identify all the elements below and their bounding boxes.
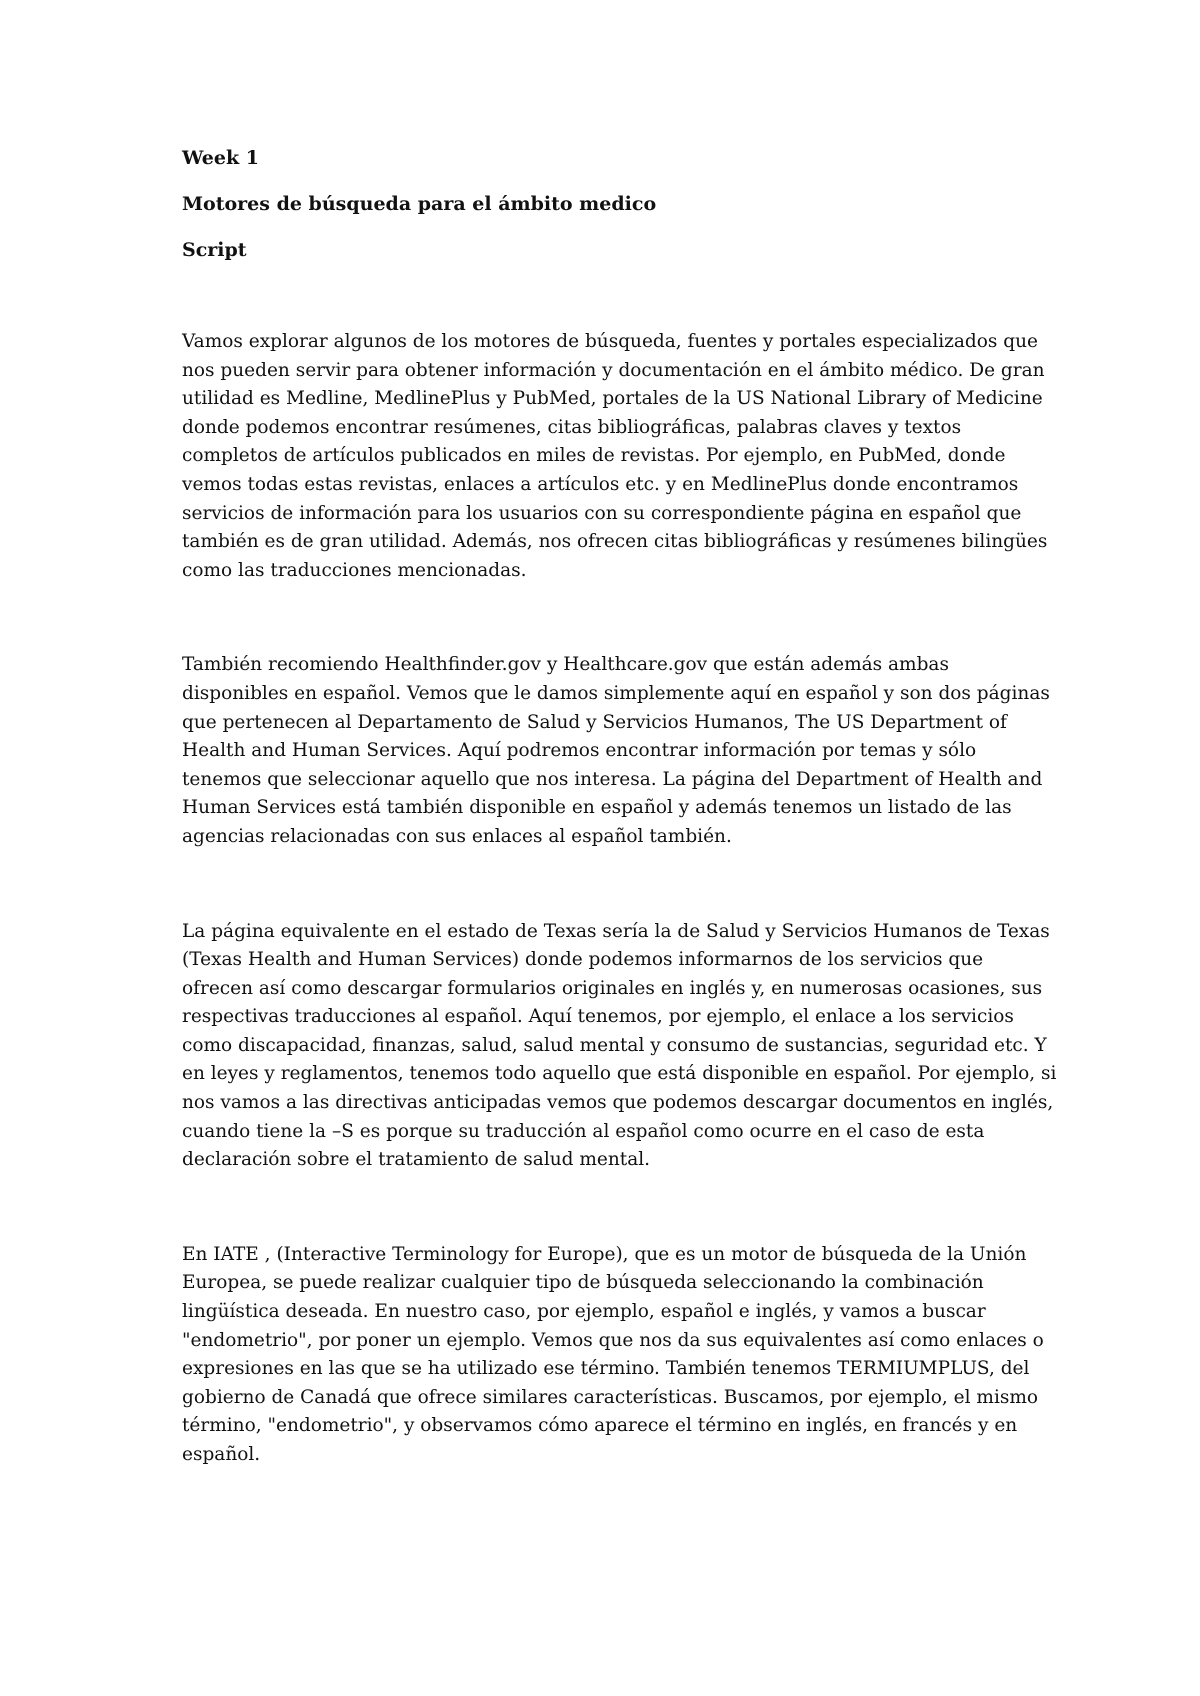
week-heading: Week 1 (182, 147, 259, 169)
paragraph-healthfinder: También recomiendo Healthfinder.gov y Healthcare.gov que están además ambas disponibles en español. Vemos que le damos simplemente aquí en español y son dos páginas que pertenecen al Departamento de Salud y Servicios Humanos, The US Department of Health and Human Services. Aquí podremos encontrar información por temas y sólo tenemos que seleccionar aquello que nos interesa. La página del Department of Health and Human Services está también disponible en español y además tenemos un listado de las agencias relacionadas con sus enlaces al español también. (182, 654, 1050, 847)
document-title: Motores de búsqueda para el ámbito medico (182, 193, 657, 215)
script-heading: Script (182, 239, 247, 261)
document-page (182, 146, 1062, 1536)
paragraph-texas-hhs: La página equivalente en el estado de Texas sería la de Salud y Servicios Humanos de Texas (Texas Health and Human Services) donde podemos informarnos de los servicios que ofrecen así como descargar formularios originales en inglés y, en numerosas ocasiones, sus respectivas traducciones al español. Aquí tenemos, por ejemplo, el enlace a los servicios como discapacidad, finanzas, salud, salud mental y consumo de sustancias, seguridad etc. Y en leyes y reglamentos, tenemos todo aquello que está disponible en español. Por ejemplo, si nos vamos a las directivas anticipadas vemos que podemos descargar documentos en inglés, cuando tiene la –S es porque su traducción al español como ocurre en el caso de esta declaración sobre el tratamiento de salud mental. (182, 920, 1057, 1171)
paragraph-medline: Vamos explorar algunos de los motores de búsqueda, fuentes y portales especializados que nos pueden servir para obtener información y documentación en el ámbito médico. De gran utilidad es Medline, MedlinePlus y PubMed, portales de la US National Library of Medicine donde podemos encontrar resúmenes, citas bibliográficas, palabras claves y textos completos de artículos publicados en miles de revistas. Por ejemplo, en PubMed, donde vemos todas estas revistas, enlaces a artículos etc. y en MedlinePlus donde encontramos servicios de información para los usuarios con su correspondiente página en español que también es de gran utilidad. Además, nos ofrecen citas bibliográficas y resúmenes bilingües como las traducciones mencionadas. (182, 331, 1048, 581)
paragraph-iate: En IATE , (Interactive Terminology for Europe), que es un motor de búsqueda de la Unión Europea, se puede realizar cualquier tipo de búsqueda seleccionando la combinación lingüística deseada. En nuestro caso, por ejemplo, español e inglés, y vamos a buscar "endometrio", por poner un ejemplo. Vemos que nos da sus equivalentes así como enlaces o expresiones en las que se ha utilizado ese término. También tenemos TERMIUMPLUS, del gobierno de Canadá que ofrece similares características. Buscamos, por ejemplo, el mismo término, "endometrio", y observamos cómo aparece el término en inglés, en francés y en español. (182, 1243, 1044, 1465)
